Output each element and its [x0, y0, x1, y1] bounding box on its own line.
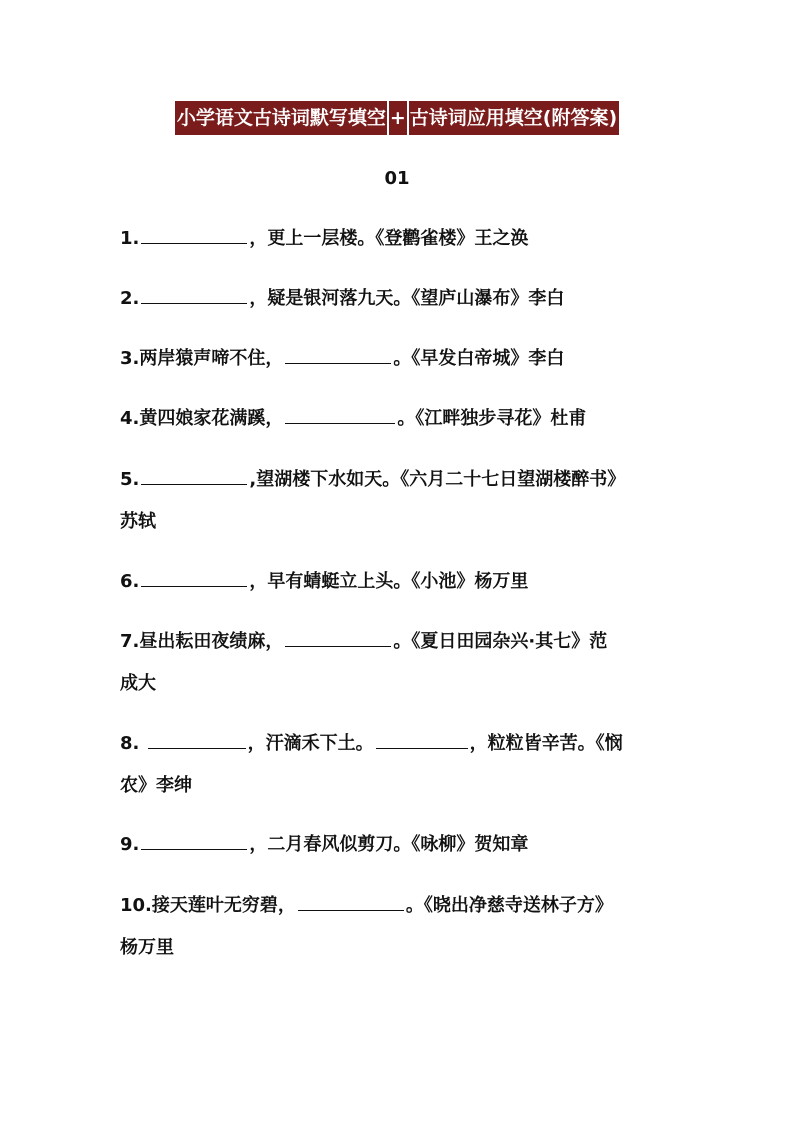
question-text-after: 。《晓出净慈寺送林子方》: [405, 895, 613, 916]
document-title: [175, 101, 619, 135]
answer-blank[interactable]: [148, 728, 246, 749]
question-8: [120, 723, 690, 807]
answer-blank[interactable]: [298, 890, 404, 911]
answer-blank[interactable]: [141, 464, 247, 485]
title-part-1: 小学语文古诗词默写填空: [176, 107, 386, 129]
answer-blank[interactable]: [141, 829, 247, 850]
question-text-after: ，粒粒皆辛苦。《悯: [469, 733, 623, 754]
question-text-after: 。《夏日田园杂兴·其七》范: [393, 631, 608, 652]
answer-blank[interactable]: [141, 223, 247, 244]
question-text-after: ，更上一层楼。《登鹳雀楼》王之涣: [249, 228, 529, 249]
title-separator: [387, 101, 389, 135]
question-number: 5.: [120, 469, 140, 490]
question-4: [120, 398, 690, 440]
question-text-line2: 农》李绅: [120, 775, 192, 796]
question-text-after: 。《江畔独步寻花》杜甫: [397, 408, 587, 429]
question-text-line2: 成大: [120, 673, 156, 694]
question-5: [120, 459, 690, 543]
question-text-after: ,望湖楼下水如天。《六月二十七日望湖楼醉书》: [249, 469, 626, 490]
question-number: 10.: [120, 895, 152, 916]
question-number: 9.: [120, 834, 140, 855]
answer-blank[interactable]: [376, 728, 468, 749]
question-text-before: [139, 733, 145, 754]
question-text-mid: ，汗滴禾下土。: [247, 733, 374, 754]
section-number: 01: [384, 168, 410, 189]
question-text-line2: 杨万里: [120, 937, 174, 958]
question-text-line2: 苏轼: [120, 511, 156, 532]
question-number: 3.: [120, 348, 140, 369]
question-text-before: 昼出耘田夜绩麻，: [139, 631, 284, 652]
question-text-after: ，疑是银河落九天。《望庐山瀑布》李白: [249, 288, 565, 309]
answer-blank[interactable]: [141, 566, 247, 587]
title-separator: [407, 101, 409, 135]
question-text-before: 黄四娘家花满蹊，: [139, 408, 284, 429]
question-10: [120, 885, 690, 969]
title-wrap: [0, 101, 794, 135]
title-part-3: 古诗词应用填空(附答案): [409, 107, 618, 129]
question-number: 1.: [120, 228, 140, 249]
title-part-2: +: [389, 107, 406, 129]
question-6: [120, 561, 690, 603]
question-number: 6.: [120, 571, 140, 592]
question-2: [120, 278, 690, 320]
question-number: 4.: [120, 408, 140, 429]
question-9: [120, 824, 690, 866]
question-1: [120, 218, 690, 260]
question-text-after: ，二月春风似剪刀。《咏柳》贺知章: [249, 834, 529, 855]
answer-blank[interactable]: [285, 343, 391, 364]
question-3: [120, 338, 690, 380]
answer-blank[interactable]: [285, 626, 391, 647]
question-number: 7.: [120, 631, 140, 652]
question-text-after: ，早有蜻蜓立上头。《小池》杨万里: [249, 571, 529, 592]
question-text-before: 两岸猿声啼不住，: [139, 348, 284, 369]
answer-blank[interactable]: [141, 283, 247, 304]
question-7: [120, 621, 690, 705]
question-text-before: 接天莲叶无穷碧，: [151, 895, 296, 916]
question-number: 8.: [120, 733, 140, 754]
question-text-after: 。《早发白帝城》李白: [393, 348, 565, 369]
answer-blank[interactable]: [285, 403, 395, 424]
question-number: 2.: [120, 288, 140, 309]
